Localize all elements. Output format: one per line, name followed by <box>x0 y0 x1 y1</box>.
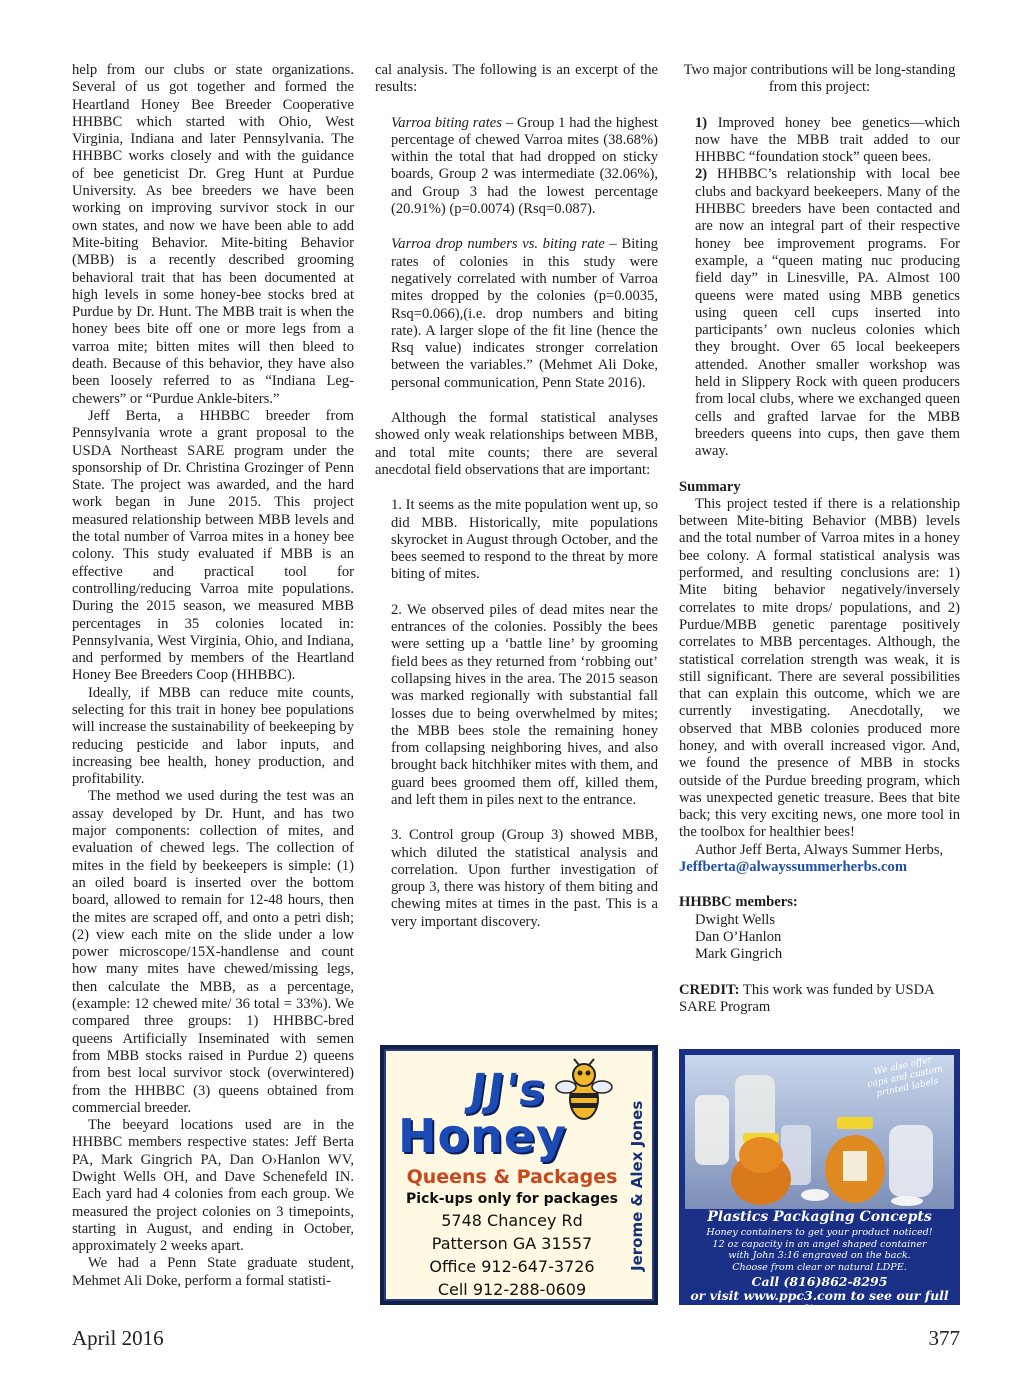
number: 1) <box>695 114 708 131</box>
summary-text: This project tested if there is a relationship between Mite-biting Behavior (MBB) levels and the total number of Varroa mites in a honey bee colony. A formal statistical analysis was performed, and resulting conclusions are: 1) Mite biting behavior negatively/inversely correlates to mite drops/ populations, and 2) Purdue/MBB genetic parentage positively correlates to MBB percentages. Although, the statistical correlation strength was weak, it is still significant. There are several possibilities that can explain this outcome, which we are currently investigating. Anecdotally, we observed that MBB colonies produced more honey, and with overall increased vigor. And, we found the presence of MBB in stocks outside of the Purdue breeding program, which was unexpected genetic treasure. Bees that bite back; this very exciting news, one more tool in the toolbox for healthier bees! <box>679 495 960 841</box>
ad-desc-line: 12 oz capacity in an angel shaped container <box>712 1238 927 1250</box>
bee-icon <box>554 1059 614 1129</box>
credit-text: This work was funded by USDA SARE Program <box>679 981 934 1015</box>
brand-top: JJ's <box>466 1065 550 1116</box>
number: 2) <box>695 166 708 183</box>
ad-details <box>392 1165 632 1301</box>
quote-text: – Group 1 had the highest percentage of chewed Varroa mites (38.68%) within the total that had dropped on sticky boards, Group 2 was intermediate (32.06%), and Group 3 had the lowest percentage (20.91%) (p=0.0074) (Rsq=0.087). <box>391 114 658 218</box>
ad-desc-line: with John 3:16 engraved on the back. <box>728 1250 911 1261</box>
contribution-1 <box>679 115 960 167</box>
ad-offer-text: We also offer caps and custom printed labels <box>866 1055 944 1100</box>
ad-desc-line: Choose from clear or natural LDPE. <box>732 1261 907 1273</box>
paragraph: help from our clubs or state organizations. Several of us got together and formed the Heartland Honey Bee Breeder Cooperative HHBBC which started with Ohio, West Virginia, Indiana and later Pennsylvania. The HHBBC works closely and with the guidance of bee geneticist Dr. Greg Hunt at Purdue University. As bee breeders we have been working on improving survivor stock in our own states, and now we have been able to add Mite-biting Behavior. Mite-biting Behavior (MBB) is a recently described grooming behavioral trait that has been documented at high levels in some honey-bee stocks bred at Purdue by Dr. Hunt. The MBB trait is when the honey bees bite off one or more legs from a varroa mite; bitten mites will then bleed to death. Because of this behavior, they have also been loosely referred to as “Indiana Leg-chewers” or “Purdue Ankle-biters.” <box>72 62 354 407</box>
summary-heading: Summary <box>679 478 741 495</box>
ad-contact <box>679 1275 960 1317</box>
quote-heading: Varroa drop numbers vs. biting rate <box>391 236 605 253</box>
ad-description <box>679 1227 960 1273</box>
ad-phone: Call (816)862-8295 <box>751 1274 888 1289</box>
paragraph: Jeff Berta, a HHBBC breeder from Pennsylvania wrote a grant proposal to the USDA Northeast SARE program under the sponsorship of Dr. Christina Grozinger of Penn State. The project was awarded, and the hard work began in June 2015. This project measured relationship between MBB levels and the total number of Varroa mites in a honey bee colony. This study evaluated if MBB is an effective and practical tool for controlling/reducing Varroa mite populations. During the 2015 season, we measured MBB percentages in 35 colonies located in: Pennsylvania, West Virginia, Ohio, and Indiana, and performed by members of the Heartland Honey Bee Breeders Coop (HHBBC). <box>72 407 354 684</box>
member-name: Mark Gingrich <box>695 946 783 963</box>
paragraph: Ideally, if MBB can reduce mite counts, selecting for this trait in honey bee populations will increase the sustainability of beekeeping by reducing pesticide and labor inputs, and increasing bee health, honey production, and profitability. <box>72 684 354 788</box>
brand-bottom: Honey <box>398 1109 568 1163</box>
issue-date: April 2016 <box>72 1326 164 1350</box>
ad-cell-phone: Cell 912-288-0609 <box>437 1280 587 1299</box>
article-column-3 <box>679 62 960 1016</box>
contribution-text: HHBBC’s relationship with local bee clubs and backyard beekeepers. Many of the HHBBC breeders have been contacted and are now an integral part of their respective honey bee improvement programs. For example, a “queen mating nuc producing field day” in Linesville, PA. Almost 100 queens were mated using MBB genetics using queen cell cups inserted into participants’ own nucleus colonies which they brought. Over 65 local beekeepers attended. Another smaller workshop was held in Slippery Rock with queen producers from local clubs, where we exchanged queen cells and grafted larvae for the MBB breeders queens into cups, then gave them away. <box>695 166 960 460</box>
members-list <box>679 912 960 964</box>
article-column-1 <box>72 62 354 1290</box>
article-column-2 <box>375 62 658 931</box>
paragraph: The beeyard locations used are in the HHBBC members respective states: Jeff Berta PA, Mark Gingrich PA, Dan O›Hanlon WV, Dwight Wells OH, and Dave Schenefeld IN. Each yard had 4 colonies from each group. We measured the project colonies on 3 timepoints, starting in August, and ending in October, approximately 2 weeks apart. <box>72 1117 354 1255</box>
contribution-text: Improved honey bee genetics—which now have the MBB trait added to our HHBBC “foundation stock” queen bees. <box>695 114 960 166</box>
product-photo <box>685 1055 954 1209</box>
author-line: Author Jeff Berta, Always Summer Herbs, <box>695 841 944 858</box>
observation-2: 2. We observed piles of dead mites near the entrances of the colonies. Possibly the bees were setting up a ‘battle line’ by grooming field bees as they returned from ‘robbing out’ collapsing hives in the area. The 2015 season was marked regionally with substantial fall losses due to being overwhelmed by mites; the MBB bees stole the remaining honey from collapsing neighboring hives, and also brought back hitchhiker mites with them, and guard bees groomed them off, killed them, and left them in piles next to the entrance. <box>391 601 658 808</box>
page-number: 377 <box>928 1326 960 1350</box>
ad-office-phone: Office 912-647-3726 <box>429 1257 595 1276</box>
advertisement-plastics-packaging[interactable] <box>679 1049 960 1317</box>
paragraph: Although the formal statistical analyses showed only weak relationships between MBB, and total mite counts; there are several anecdotal field observations that are important: <box>375 410 658 478</box>
credit-line <box>679 982 960 1017</box>
ad-headline: Queens & Packages <box>406 1166 618 1188</box>
quote-block <box>375 115 658 219</box>
ad-address-city: Patterson GA 31557 <box>431 1234 593 1253</box>
quote-block <box>375 236 658 392</box>
paragraph: The method we used during the test was an assay developed by Dr. Hunt, and has two major components: collection of mites, and evaluation of chewed legs. The collection of mites in the field by beekeepers is simple: (1) an oiled board is inserted over the bottom board, allowed to remain for 12-48 hours, then the mites are scraped off, and onto a petri dish; (2) view each mite on the slide under a low power microscope/15X-handlense and count how many mites have chewed/missing legs, then calculate the MBB, as a percentage, (example: 12 chewed mite/ 36 total = 33%). We compared three groups: 1) HHBBC-bred queens Artificially Inseminated with semen from MBB stocks raised in Purdue 2) queens from best local survivor stock (overwintered) from the HHBBC (3) queens obtained from commercial breeder. <box>72 788 354 1116</box>
quote-heading: Varroa biting rates <box>391 114 502 131</box>
member-name: Dan O’Hanlon <box>695 928 782 945</box>
ad-subheadline: Pick-ups only for packages <box>406 1191 618 1207</box>
ad-title: Plastics Packaging Concepts <box>707 1209 932 1225</box>
quote-text: – Biting rates of colonies in this study were negatively correlated with number of Varroa mites dropped by the colonies (p=0.0035, Rsq=0.066),(i.e. drop numbers and biting rate). A larger slope of the fit line (hence the Rsq value) indicates stronger correlation between the variables.” (Mehmet Ali Doke, personal communication, Penn State 2016). <box>391 236 658 391</box>
ad-address-street: 5748 Chancey Rd <box>441 1211 583 1230</box>
members-heading: HHBBC members: <box>679 894 798 911</box>
contribution-2 <box>679 166 960 460</box>
paragraph: cal analysis. The following is an excerpt of the results: <box>375 62 658 96</box>
paragraph: Two major contributions will be long-standing from this project: <box>683 62 956 96</box>
ad-website[interactable]: or visit www.ppc3.com to see our full line. <box>690 1288 949 1317</box>
paragraph: We had a Penn State graduate student, Mehmet Ali Doke, perform a formal statisti- <box>72 1255 354 1289</box>
observation-1: 1. It seems as the mite population went up, so did MBB. Historically, mite populations skyrocket in August through October, and the bees seemed to respond to the threat by more biting of mites. <box>391 497 658 583</box>
observation-3: 3. Control group (Group 3) showed MBB, which diluted the statistical analysis and correlation. Upon further investigation of group 3, there was history of them biting and chewing mites at times in the past. This is a very important discovery. <box>391 827 658 930</box>
author-email-link[interactable]: Jeffberta@alwayssummerherbs.com <box>679 859 907 876</box>
advertisement-jjs-honey[interactable] <box>380 1045 658 1305</box>
ad-side-text: Jerome & Alex Jones <box>628 1100 646 1272</box>
member-name: Dwight Wells <box>695 911 776 928</box>
credit-label: CREDIT: <box>679 981 740 998</box>
ad-desc-line: Honey containers to get your product noticed! <box>706 1227 933 1238</box>
